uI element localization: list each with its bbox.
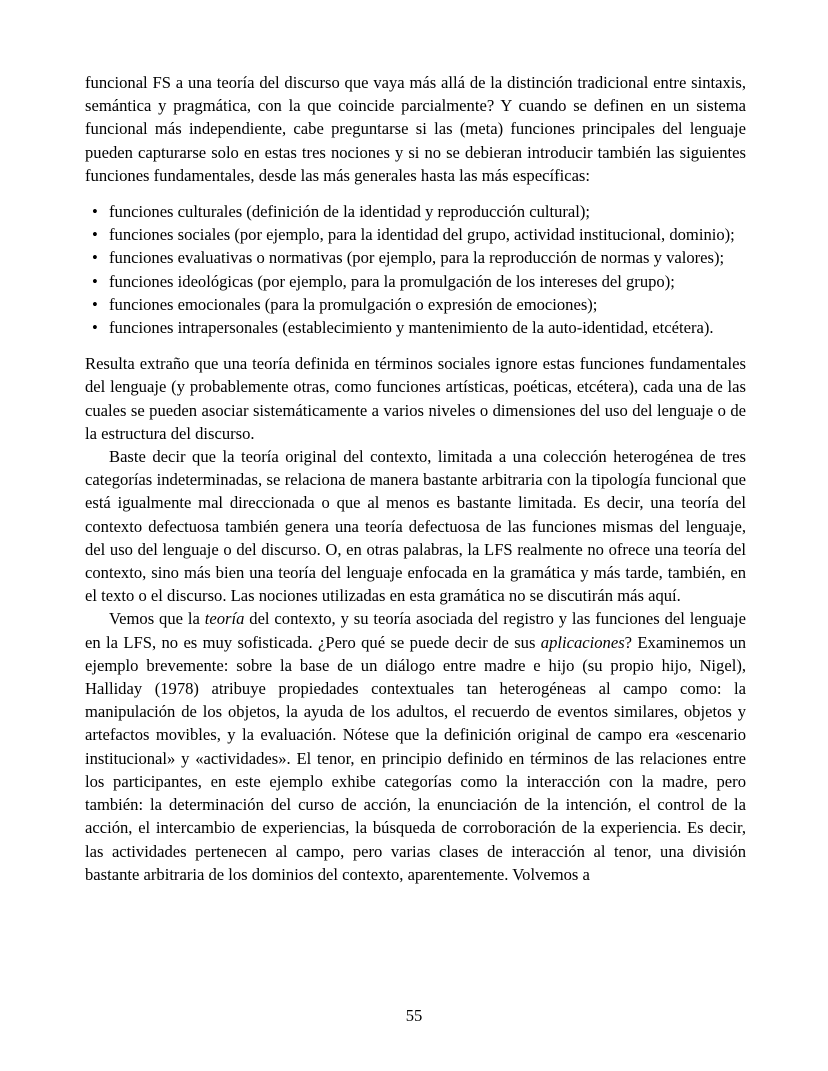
list-item xyxy=(85,223,746,246)
bullet-list xyxy=(85,200,746,339)
paragraph-baste: Baste decir que la teoría original del contexto, limitada a una colección heterogénea de tres categorías indeterminadas, se relaciona de manera bastante arbitraria con la tipología funcional que está igualmente mal direccionada o que al menos es bastante limitada. Es decir, una teoría del contexto defectuosa también genera una teoría defectuosa de las funciones mismas del lenguaje, del uso del lenguaje o del discurso. O, en otras palabras, la LFS realmente no ofrece una teoría del contexto, sino más bien una teoría del lenguaje enfocada en la gramática y más tarde, también, en el texto o el discurso. Las nociones utilizadas en esta gramática no se discutirán más aquí. xyxy=(85,447,746,606)
list-item xyxy=(85,316,746,339)
italic-text-run: aplicaciones xyxy=(540,632,625,652)
bullet-icon: • xyxy=(92,318,98,338)
list-item-text: funciones emocionales (para la promulgación o expresión de emociones); xyxy=(109,294,598,314)
list-item xyxy=(85,246,746,269)
list-item-text: funciones ideológicas (por ejemplo, para la promulgación de los intereses del grupo); xyxy=(109,271,675,291)
text-run: ? Examinemos un ejemplo brevemente: sobre la base de un diálogo entre madre e hijo (su propio hijo, Nigel), Halliday (1978) atribuye propiedades contextuales tan heterogéneas al campo como: la manipulación de los objetos, la ayuda de los adultos, el recuerdo de eventos similares, objetos y artefactos movibles, y la evaluación. Nótese que la definición original de campo era «escenario institucional» y «actividades». El tenor, en principio definido en términos de las relaciones entre los participantes, en este ejemplo exhibe categorías como la interacción con la madre, pero también: la determinación del curso de acción, la enunciación de la intención, el control de la acción, el intercambio de experiencias, la búsqueda de corroboración de la experiencia. Es decir, las actividades pertenecen al campo, pero varias clases de interacción al tenor, una división bastante arbitraria de los dominios del contexto, aparentemente. Volvemos a xyxy=(85,632,746,884)
paragraph-vemos xyxy=(85,607,746,885)
text-run: del contexto, y su teoría asociada del registro y las funciones del lenguaje en la LFS, no es muy sofisticada. ¿Pero qué se puede decir de sus xyxy=(85,609,746,652)
list-item-text: funciones culturales (definición de la identidad y reproducción cultural); xyxy=(109,202,591,222)
list-item xyxy=(85,293,746,316)
bullet-icon: • xyxy=(92,294,98,314)
bullet-icon: • xyxy=(92,248,98,268)
bullet-icon: • xyxy=(92,225,98,245)
bullet-icon: • xyxy=(92,271,98,291)
list-item xyxy=(85,270,746,293)
paragraph-resulta: Resulta extraño que una teoría definida en términos sociales ignore estas funciones fundamentales del lenguaje (y probablemente otras, como funciones artísticas, poéticas, etcétera), cada una de las cuales se pueden asociar sistemáticamente a varios niveles o dimensiones del uso del lenguaje o de la estructura del discurso. xyxy=(85,354,746,443)
text-block xyxy=(85,71,746,886)
paragraph-intro: funcional FS a una teoría del discurso que vaya más allá de la distinción tradicional entre sintaxis, semántica y pragmática, con la que coincide parcialmente? Y cuando se definen en un sistema funcional más independiente, cabe preguntarse si las (meta) funciones principales del lenguaje pueden capturarse solo en estas tres nociones y si no se debieran introducir también las siguientes funciones fundamentales, desde las más generales hasta las más específicas: xyxy=(85,73,746,185)
list-item-text: funciones intrapersonales (establecimiento y mantenimiento de la auto-identidad, etcétera). xyxy=(109,318,714,338)
text-run: Vemos que la xyxy=(109,609,205,629)
list-item-text: funciones evaluativas o normativas (por ejemplo, para la reproducción de normas y valores); xyxy=(109,248,725,268)
bullet-icon: • xyxy=(92,202,98,222)
italic-text-run: teoría xyxy=(204,609,245,629)
page-number: 55 xyxy=(405,1006,423,1025)
list-item-text: funciones sociales (por ejemplo, para la identidad del grupo, actividad institucional, dominio); xyxy=(109,225,735,245)
list-item xyxy=(85,200,746,223)
